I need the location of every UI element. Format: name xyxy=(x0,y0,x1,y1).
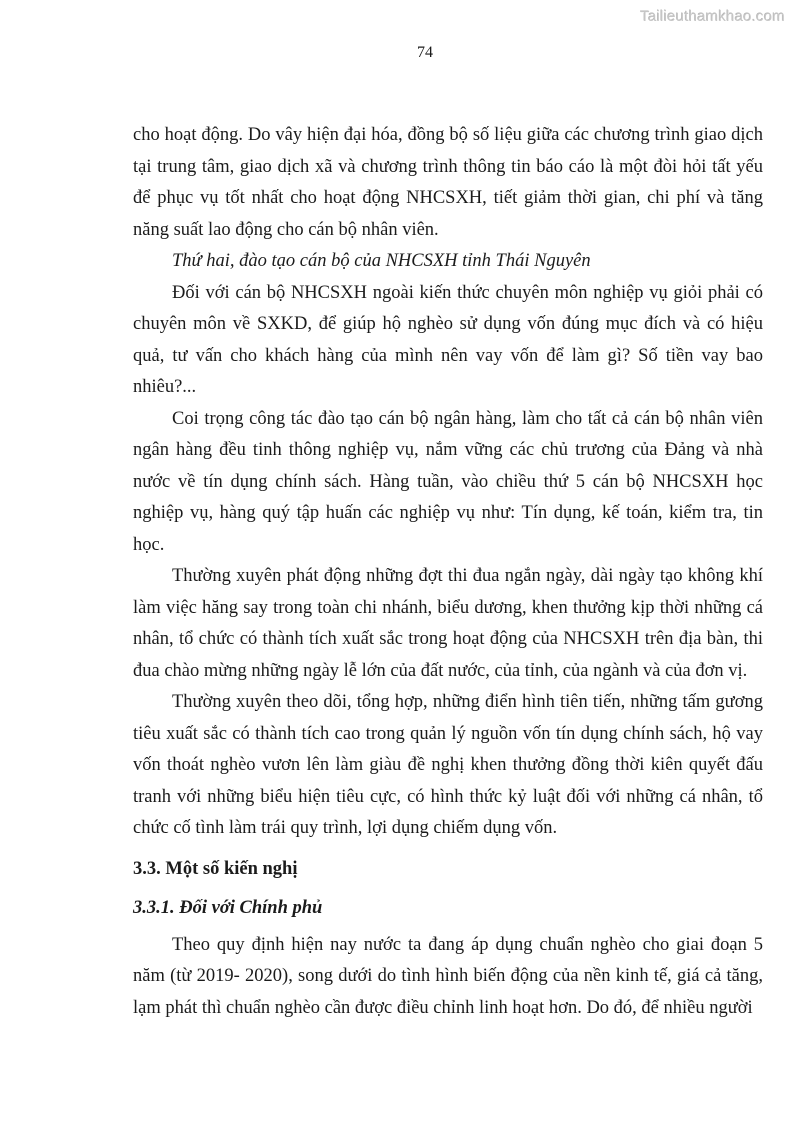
paragraph: Đối với cán bộ NHCSXH ngoài kiến thức chuyên môn nghiệp vụ giỏi phải có chuyên môn về SXKD, để giúp hộ nghèo sử dụng vốn đúng mục đích và có hiệu quả, tư vấn cho khách hàng của mình nên vay vốn để làm gì? Số tiền vay bao nhiêu?... xyxy=(133,282,763,397)
page-number: 74 xyxy=(417,44,433,61)
section-heading: 3.3. Một số kiến nghị xyxy=(133,858,298,879)
paragraph: Theo quy định hiện nay nước ta đang áp dụng chuẩn nghèo cho giai đoạn 5 năm (từ 2019- 2020), song dưới do tình hình biến động của nền kinh tế, giá cả tăng, lạm phát thì chuẩn nghèo cần được điều chỉnh linh hoạt hơn. Do đó, để nhiều người xyxy=(133,934,763,1018)
italic-lead-line: Thứ hai, đào tạo cán bộ của NHCSXH tỉnh Thái Nguyên xyxy=(172,251,591,271)
paragraph: Coi trọng công tác đào tạo cán bộ ngân hàng, làm cho tất cả cán bộ nhân viên ngân hàng đều tinh thông nghiệp vụ, nắm vững các chủ trương của Đảng và nhà nước về tín dụng chính sách. Hàng tuần, vào chiều thứ 5 cán bộ NHCSXH học nghiệp vụ, hàng quý tập huấn các nghiệp vụ như: Tín dụng, kế toán, kiểm tra, tin học. xyxy=(133,408,763,555)
paragraph-continuation: cho hoạt động. Do vây hiện đại hóa, đồng bộ số liệu giữa các chương trình giao dịch tại trung tâm, giao dịch xã và chương trình thông tin báo cáo là một đòi hỏi tất yếu để phục vụ tốt nhất cho hoạt động NHCSXH, tiết giảm thời gian, chi phí và tăng năng suất lao động cho cán bộ nhân viên. xyxy=(133,125,763,240)
paragraph: Thường xuyên phát động những đợt thi đua ngắn ngày, dài ngày tạo không khí làm việc hăng say trong toàn chi nhánh, biểu dương, khen thưởng kịp thời những cá nhân, tổ chức có thành tích xuất sắc trong hoạt động của NHCSXH trên địa bàn, thi đua chào mừng những ngày lễ lớn của đất nước, của tỉnh, của ngành và của đơn vị. xyxy=(133,566,763,681)
page-content xyxy=(133,120,763,1024)
paragraph: Thường xuyên theo dõi, tổng hợp, những điển hình tiên tiến, những tấm gương tiêu xuất sắc có thành tích cao trong quản lý nguồn vốn tín dụng chính sách, hộ vay vốn thoát nghèo vươn lên làm giàu đề nghị khen thưởng đồng thời kiên quyết đấu tranh với những biểu hiện tiêu cực, có hình thức kỷ luật đối với những cá nhân, tổ chức cố tình làm trái quy trình, lợi dụng chiếm dụng vốn. xyxy=(133,692,763,838)
watermark: Tailieuthamkhao.com xyxy=(640,8,785,25)
subsection-heading: 3.3.1. Đối với Chính phủ xyxy=(133,898,323,918)
